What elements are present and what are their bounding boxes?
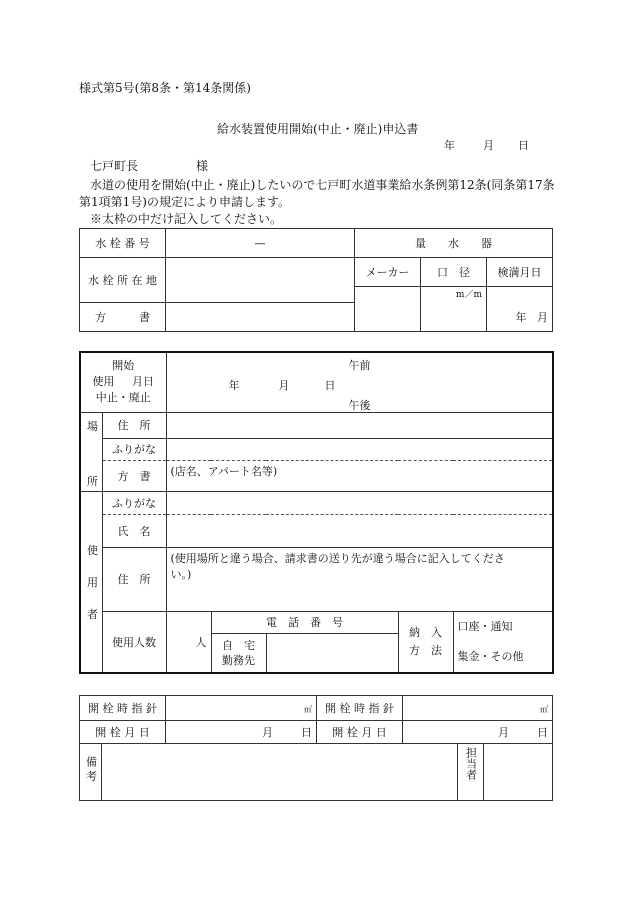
use-day-label: 日 <box>324 379 336 392</box>
open-day-1: 日 <box>301 726 312 739</box>
open-month-1: 月 <box>262 726 274 739</box>
meter-diameter-label: 口 径 <box>421 258 487 287</box>
use-label: 使用 <box>92 375 115 389</box>
user-char-2: 用 <box>87 575 98 589</box>
phone-label: 電 話 番 号 <box>211 611 398 634</box>
user-address-note-2: い。) <box>170 567 192 581</box>
open-date-label-2: 開 栓 月 日 <box>317 721 403 744</box>
place-char-2: 所 <box>87 474 98 488</box>
date-day-label: 日 <box>518 139 529 152</box>
user-address-note: (使用場所と違う場合、請求書の送り先が違う場合に記入してくださ <box>170 551 505 565</box>
pay-option-account[interactable]: 口座・通知 <box>457 619 513 633</box>
meter-maker-field[interactable] <box>355 287 421 332</box>
open-date-field-1[interactable] <box>166 721 317 744</box>
instruction-note: ※太枠の中だけ記入してください。 <box>90 212 283 226</box>
payment-label-1: 納 入 <box>409 625 443 639</box>
remarks-field[interactable] <box>102 744 458 801</box>
use-year-label: 年 <box>228 379 240 392</box>
addressee-name: 七戸町長 <box>90 159 139 173</box>
payment-method-label <box>398 611 453 673</box>
tap-location-label: 水 栓 所 在 地 <box>80 258 166 303</box>
payment-label-2: 方 法 <box>409 643 443 657</box>
open-day-2: 日 <box>537 726 549 739</box>
user-address-label: 住 所 <box>102 547 166 611</box>
meter-reading-label-1: 開 栓 時 指 針 <box>80 696 166 721</box>
m3-unit-1: ㎥ <box>304 704 312 714</box>
place-furigana-label: ふりがな <box>102 438 166 460</box>
tap-number-value[interactable]: — <box>166 229 355 258</box>
place-furigana-field[interactable] <box>166 438 553 460</box>
user-char-1: 使 <box>87 543 98 557</box>
meter-reading-label-2: 開 栓 時 指 針 <box>317 696 403 721</box>
place-section-label <box>80 412 102 491</box>
body-line-2: 第1項第1号)の規定により申請します。 <box>79 195 290 209</box>
users-count-label: 使用人数 <box>102 611 166 673</box>
open-month-2: 月 <box>498 726 510 739</box>
body-line-1: 水道の使用を開始(中止・廃止)したいので七戸町水道事業給水条例第12条(同条第17条 <box>90 178 555 192</box>
user-name-field[interactable] <box>166 514 553 547</box>
use-date-field[interactable] <box>166 352 553 412</box>
form-id: 様式第5号(第8条・第14条関係) <box>79 81 251 95</box>
office-use-table <box>79 695 553 801</box>
phone-office-label: 勤務先 <box>222 653 256 667</box>
phone-home-label: 自 宅 <box>222 638 256 652</box>
staff-text: 担当者 <box>464 747 478 780</box>
place-katagaki-field[interactable] <box>166 460 553 491</box>
use-month-label: 月 <box>278 379 290 392</box>
user-char-3: 者 <box>87 607 98 621</box>
user-section-label <box>80 491 102 673</box>
application-table <box>79 351 554 674</box>
place-katagaki-label: 方 書 <box>102 460 166 491</box>
insp-year: 年 <box>515 311 527 324</box>
meter-inspection-label: 検満月日 <box>487 258 553 287</box>
user-furigana-field[interactable] <box>166 491 553 514</box>
am-label: 午前 <box>348 359 371 372</box>
phone-number-field[interactable] <box>266 634 398 673</box>
person-unit: 人 <box>195 635 207 649</box>
meter-maker-label: メーカー <box>355 258 421 287</box>
user-name-label: 氏 名 <box>102 514 166 547</box>
user-address-field[interactable] <box>166 547 553 611</box>
stop-label: 中止・廃止 <box>95 391 151 405</box>
mm-unit: m／m <box>455 290 482 300</box>
katagaki-label: 方 書 <box>80 303 166 332</box>
place-address-label: 住 所 <box>102 412 166 438</box>
water-meter-header: 量 水 器 <box>355 229 553 258</box>
meter-diameter-field[interactable] <box>421 287 487 332</box>
meter-inspection-field[interactable] <box>487 287 553 332</box>
katagaki-field[interactable] <box>166 303 355 332</box>
phone-type-label <box>211 634 266 673</box>
meter-reading-field-2[interactable] <box>403 696 553 721</box>
tap-location-field[interactable] <box>166 258 355 303</box>
open-date-label-1: 開 栓 月 日 <box>80 721 166 744</box>
tap-info-table <box>79 228 553 332</box>
meter-reading-field-1[interactable] <box>166 696 317 721</box>
addressee-honorific: 様 <box>196 159 209 173</box>
open-date-field-2[interactable] <box>403 721 553 744</box>
insp-month: 月 <box>537 311 548 324</box>
user-furigana-label: ふりがな <box>102 491 166 514</box>
pay-option-collect[interactable]: 集金・その他 <box>457 649 524 663</box>
use-date-label <box>80 352 166 412</box>
staff-label <box>458 744 484 801</box>
users-count-field[interactable] <box>166 611 211 673</box>
form-title: 給水装置使用開始(中止・廃止)申込書 <box>217 122 419 136</box>
payment-options[interactable] <box>453 611 553 673</box>
place-char-1: 場 <box>87 419 98 433</box>
staff-field[interactable] <box>484 744 553 801</box>
date-year-label: 年 <box>444 139 455 152</box>
date-month-label: 月 <box>483 139 494 152</box>
remarks-label <box>80 744 102 801</box>
tap-number-label: 水 栓 番 号 <box>80 229 166 258</box>
katagaki-note: (店名、アパート名等) <box>170 464 278 478</box>
m3-unit-2: ㎥ <box>540 704 549 714</box>
pm-label: 午後 <box>348 399 371 412</box>
use-start-label: 開始 <box>112 359 135 373</box>
place-address-field[interactable] <box>166 412 553 438</box>
month-day-label: 月日 <box>132 375 154 389</box>
remarks-text: 備考 <box>84 756 98 785</box>
